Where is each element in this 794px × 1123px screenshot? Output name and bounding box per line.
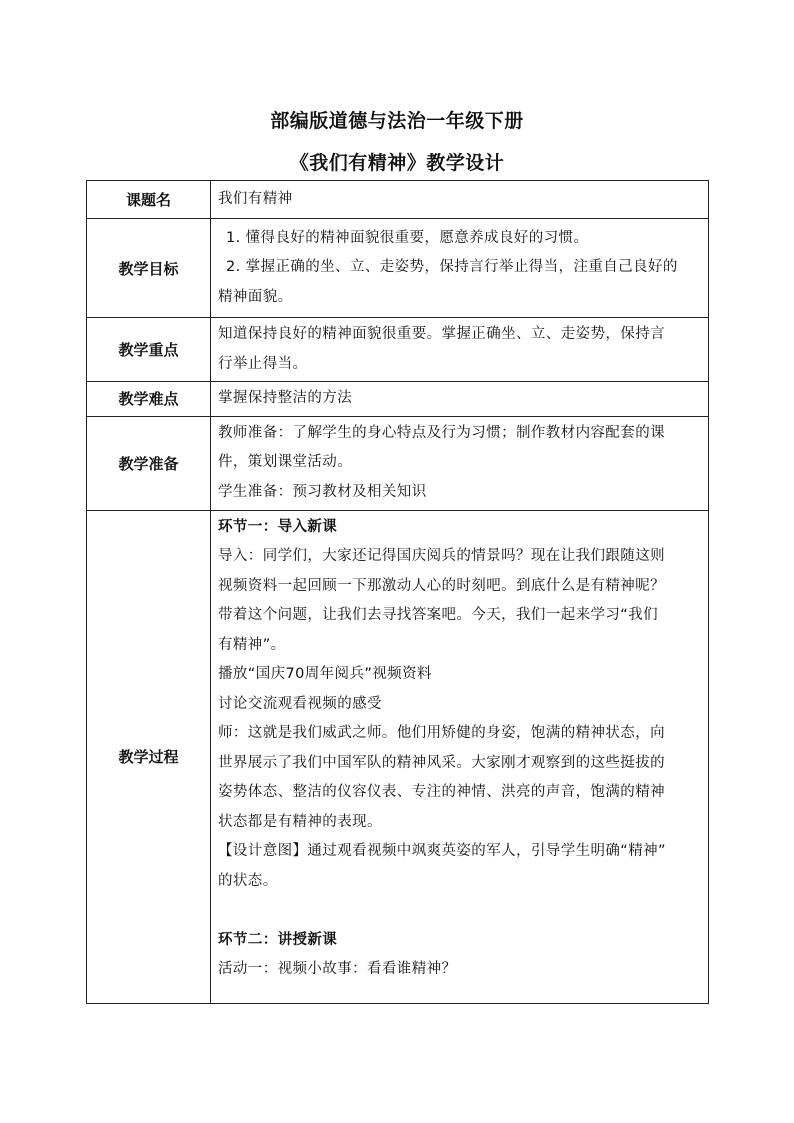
label-topic: 课题名 [87,181,211,219]
process-line: 播放“国庆70周年阅兵”视频资料 [218,666,432,682]
process-line: 姿势体态、整洁的仪容仪表、专注的神情、洪亮的声音，饱满的精神 [218,784,665,800]
label-preparation: 教学准备 [87,416,211,510]
preparation-line: 教师准备：了解学生的身心特点及行为习惯；制作教材内容配套的课 [218,424,665,441]
goal-item: 精神面貌。 [218,288,293,305]
table-row [87,219,709,318]
process-line: 【设计意图】通过观看视频中飒爽英姿的军人，引导学生明确“精神” [218,843,666,859]
preparation-content [211,416,709,510]
document-subtitle: 《我们有精神》教学设计 [289,152,505,174]
process-line: 带着这个问题，让我们去寻找答案吧。今天，我们一起来学习“我们 [218,607,659,623]
preparation-line: 学生准备：预习教材及相关知识 [218,483,427,500]
preparation-line: 件，策划课堂活动。 [218,454,353,471]
section-heading: 环节二：讲授新课 [218,931,338,948]
process-line: 导入：同学们，大家还记得国庆阅兵的情景吗？现在让我们跟随这则 [218,548,665,564]
process-line: 世界展示了我们中国军队的精神风采。大家刚才观察到的这些挺拔的 [218,754,665,771]
goal-item: 2. 掌握正确的坐、立、走姿势，保持言行举止得当，注重自己良好的 [226,259,678,276]
table-row [87,382,709,417]
process-content [211,510,709,1003]
goal-item: 1. 懂得良好的精神面貌很重要，愿意养成良好的习惯。 [226,229,589,246]
process-line: 有精神”。 [218,636,286,653]
process-line: 状态都是有精神的表现。 [218,813,382,830]
label-focus: 教学重点 [87,318,211,382]
blank-line [218,896,708,926]
focus-content [211,318,709,382]
process-line: 讨论交流观看视频的感受 [218,695,382,712]
table-row [87,181,709,219]
label-goals: 教学目标 [87,219,211,318]
focus-line: 行举止得当。 [218,355,308,372]
document-title: 部编版道德与法治一年级下册 [270,110,524,132]
label-process: 教学过程 [87,510,211,1003]
focus-line: 知道保持良好的精神面貌很重要。掌握正确坐、立、走姿势，保持言 [218,326,665,342]
table-row [87,416,709,510]
process-line: 师：这就是我们威武之师。他们用矫健的身姿，饱满的精神状态，向 [218,725,665,741]
process-line: 的状态。 [218,872,278,889]
difficulty-value: 掌握保持整洁的方法 [211,382,709,417]
goals-content [211,219,709,318]
process-line: 视频资料一起回顾一下那激动人心的时刻吧。到底什么是有精神呢？ [218,577,665,594]
topic-value: 我们有精神 [211,181,709,219]
process-line: 活动一：视频小故事：看看谁精神？ [218,961,457,977]
section-heading: 环节一：导入新课 [218,518,338,535]
table-row [87,318,709,382]
table-row [87,510,709,1003]
label-difficulty: 教学难点 [87,382,211,417]
lesson-plan-table [86,180,709,1004]
